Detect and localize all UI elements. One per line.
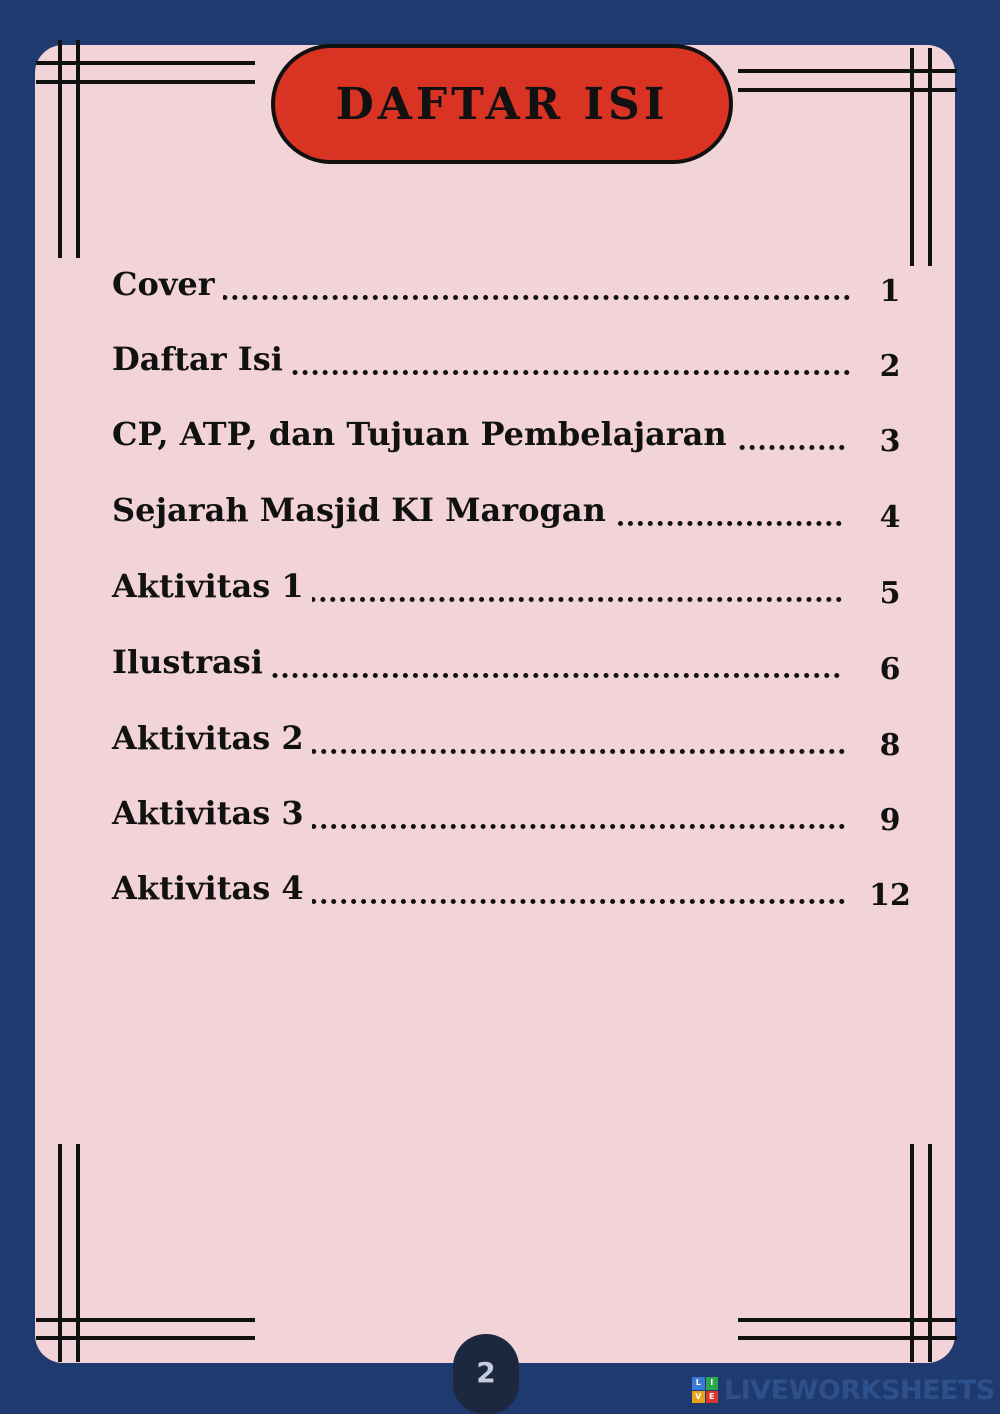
toc-item-page: 5 bbox=[879, 576, 901, 611]
toc-item bbox=[112, 791, 912, 841]
page-number: 2 bbox=[476, 1356, 496, 1389]
title-banner bbox=[271, 44, 733, 164]
toc-item-page: 3 bbox=[879, 424, 901, 459]
toc-item-page: 12 bbox=[869, 878, 911, 913]
toc-item-page: 4 bbox=[879, 500, 901, 535]
logo-letter: E bbox=[706, 1391, 719, 1404]
toc-item-page: 9 bbox=[879, 803, 901, 838]
toc-item-label: Aktivitas 2 bbox=[112, 716, 312, 760]
toc-item bbox=[112, 412, 912, 462]
toc-item bbox=[112, 716, 912, 766]
toc-item bbox=[112, 262, 912, 312]
toc-item bbox=[112, 640, 912, 690]
logo-letter: L bbox=[692, 1377, 705, 1390]
toc-item bbox=[112, 337, 912, 387]
toc-item-label: Daftar Isi bbox=[112, 337, 291, 381]
toc-item-page: 2 bbox=[879, 349, 901, 384]
toc-item-label: Cover bbox=[112, 262, 223, 306]
toc-item-label: Aktivitas 3 bbox=[112, 791, 312, 835]
page-number-badge bbox=[453, 1334, 519, 1414]
liveworksheets-logo-icon bbox=[692, 1377, 718, 1403]
toc-item-label: CP, ATP, dan Tujuan Pembelajaran bbox=[112, 412, 735, 456]
liveworksheets-watermark bbox=[692, 1374, 995, 1406]
toc-item-label: Aktivitas 1 bbox=[112, 564, 312, 608]
page-sheet bbox=[35, 45, 955, 1363]
logo-letter: V bbox=[692, 1391, 705, 1404]
toc-item-page: 1 bbox=[879, 274, 901, 309]
toc-item bbox=[112, 488, 912, 538]
watermark-text: LIVEWORKSHEETS bbox=[724, 1374, 995, 1406]
toc-leader-dots bbox=[112, 295, 850, 300]
toc-item-page: 6 bbox=[879, 652, 901, 687]
toc-item-label: Sejarah Masjid KI Marogan bbox=[112, 488, 614, 532]
toc-item-label: Aktivitas 4 bbox=[112, 866, 312, 910]
toc-item bbox=[112, 866, 912, 916]
toc-item-page: 8 bbox=[879, 728, 901, 763]
toc-item-label: Ilustrasi bbox=[112, 640, 271, 684]
page-title: DAFTAR ISI bbox=[335, 78, 669, 130]
logo-letter: I bbox=[706, 1377, 719, 1390]
toc-item bbox=[112, 564, 912, 614]
